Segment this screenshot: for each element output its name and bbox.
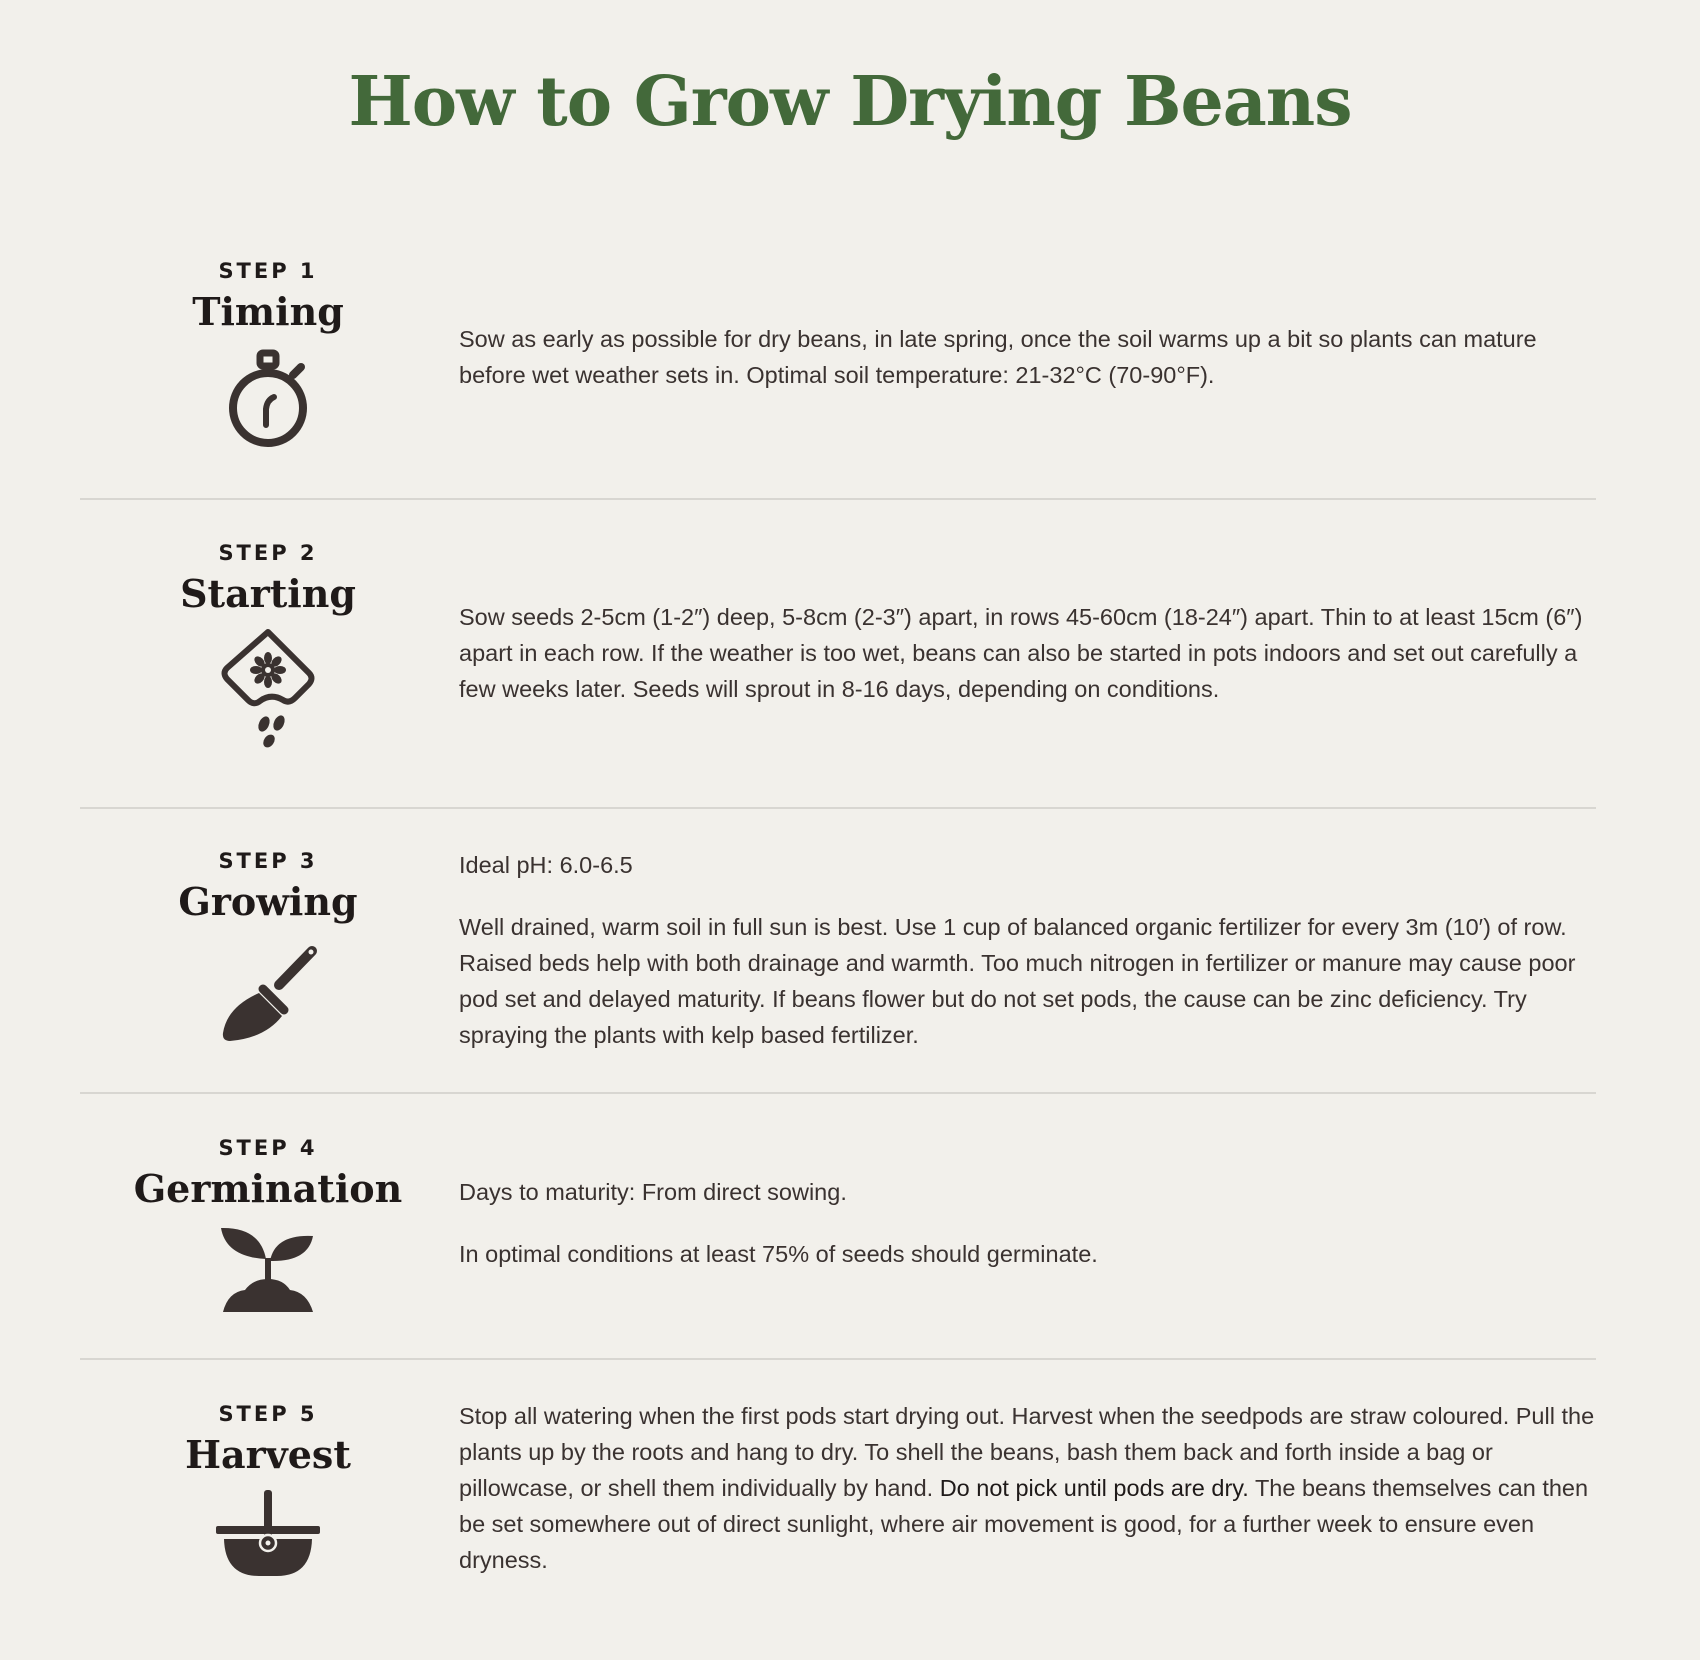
step-name: Growing xyxy=(178,879,358,924)
step-paragraph: Sow seeds 2-5cm (1-2″) deep, 5-8cm (2-3″) apart, in rows 45-60cm (18-24″) apart. Thin to at least 15cm (6″) apart in each row. If the weather is too wet, beans can also be started in pots indoors and set out carefully a few weeks later. Seeds will sprout in 8-16 days, depending on conditions. xyxy=(459,604,1583,702)
sprout-icon xyxy=(213,1222,323,1314)
step-description xyxy=(459,599,1599,707)
step-description xyxy=(459,1398,1599,1578)
step-germination xyxy=(80,1094,1596,1359)
step-description xyxy=(459,321,1599,393)
step-harvest xyxy=(80,1360,1596,1660)
step-name: Harvest xyxy=(185,1432,351,1477)
step-paragraph: Days to maturity: From direct sowing. xyxy=(459,1179,847,1205)
step-paragraph xyxy=(459,1398,1599,1578)
step-heading-group xyxy=(80,541,456,759)
step-paragraph-text: The beans themselves can then be set somewhere out of direct sunlight, where air movement is good, for a further week to ensure even dryness. xyxy=(459,1475,1589,1573)
step-heading-group xyxy=(80,849,456,1047)
step-starting xyxy=(80,500,1596,809)
step-timing xyxy=(80,0,1596,500)
step-name: Starting xyxy=(180,571,356,616)
step-name: Timing xyxy=(192,289,344,334)
emphasis-text: Do not pick until pods are dry. xyxy=(939,1475,1249,1501)
step-number: STEP 3 xyxy=(218,849,318,873)
step-heading-group xyxy=(80,1402,456,1580)
step-heading-group xyxy=(80,259,456,455)
step-heading-group xyxy=(80,1136,456,1314)
step-name: Germination xyxy=(133,1166,403,1211)
step-paragraph: Well drained, warm soil in full sun is best. Use 1 cup of balanced organic fertilizer for every 3m (10′) of row. Raised beds help with both drainage and warmth. Too much nitrogen in fertilizer or manure may cause poor pod set and delayed maturity. If beans flower but do not set pods, the cause can be zinc deficiency. Try spraying the plants with kelp based fertilizer. xyxy=(459,914,1576,1048)
step-description xyxy=(459,1174,1599,1272)
basket-icon xyxy=(213,1488,323,1580)
step-paragraph: In optimal conditions at least 75% of seeds should germinate. xyxy=(459,1241,1098,1267)
step-paragraph: Sow as early as possible for dry beans, in late spring, once the soil warms up a bit so plants can mature before wet weather sets in. Optimal soil temperature: 21-32°C (70-90°F). xyxy=(459,326,1537,388)
step-description xyxy=(459,847,1599,1053)
step-paragraph: Ideal pH: 6.0-6.5 xyxy=(459,852,633,878)
stopwatch-icon xyxy=(223,345,313,455)
page-title: How to Grow Drying Beans xyxy=(348,62,1352,142)
step-number: STEP 2 xyxy=(218,541,318,565)
step-paragraph-text: Stop all watering when the first pods start drying out. Harvest when the seedpods are straw coloured. Pull the plants up by the roots and hang to dry. To shell the beans, bash them back and forth inside a bag or pillowcase, or shell them individually by hand. xyxy=(459,1403,1595,1501)
step-number: STEP 4 xyxy=(218,1136,318,1160)
trowel-icon xyxy=(213,935,323,1047)
step-number: STEP 1 xyxy=(218,259,318,283)
seed-packet-icon xyxy=(213,627,323,759)
step-number: STEP 5 xyxy=(218,1402,318,1426)
step-growing xyxy=(80,809,1596,1093)
